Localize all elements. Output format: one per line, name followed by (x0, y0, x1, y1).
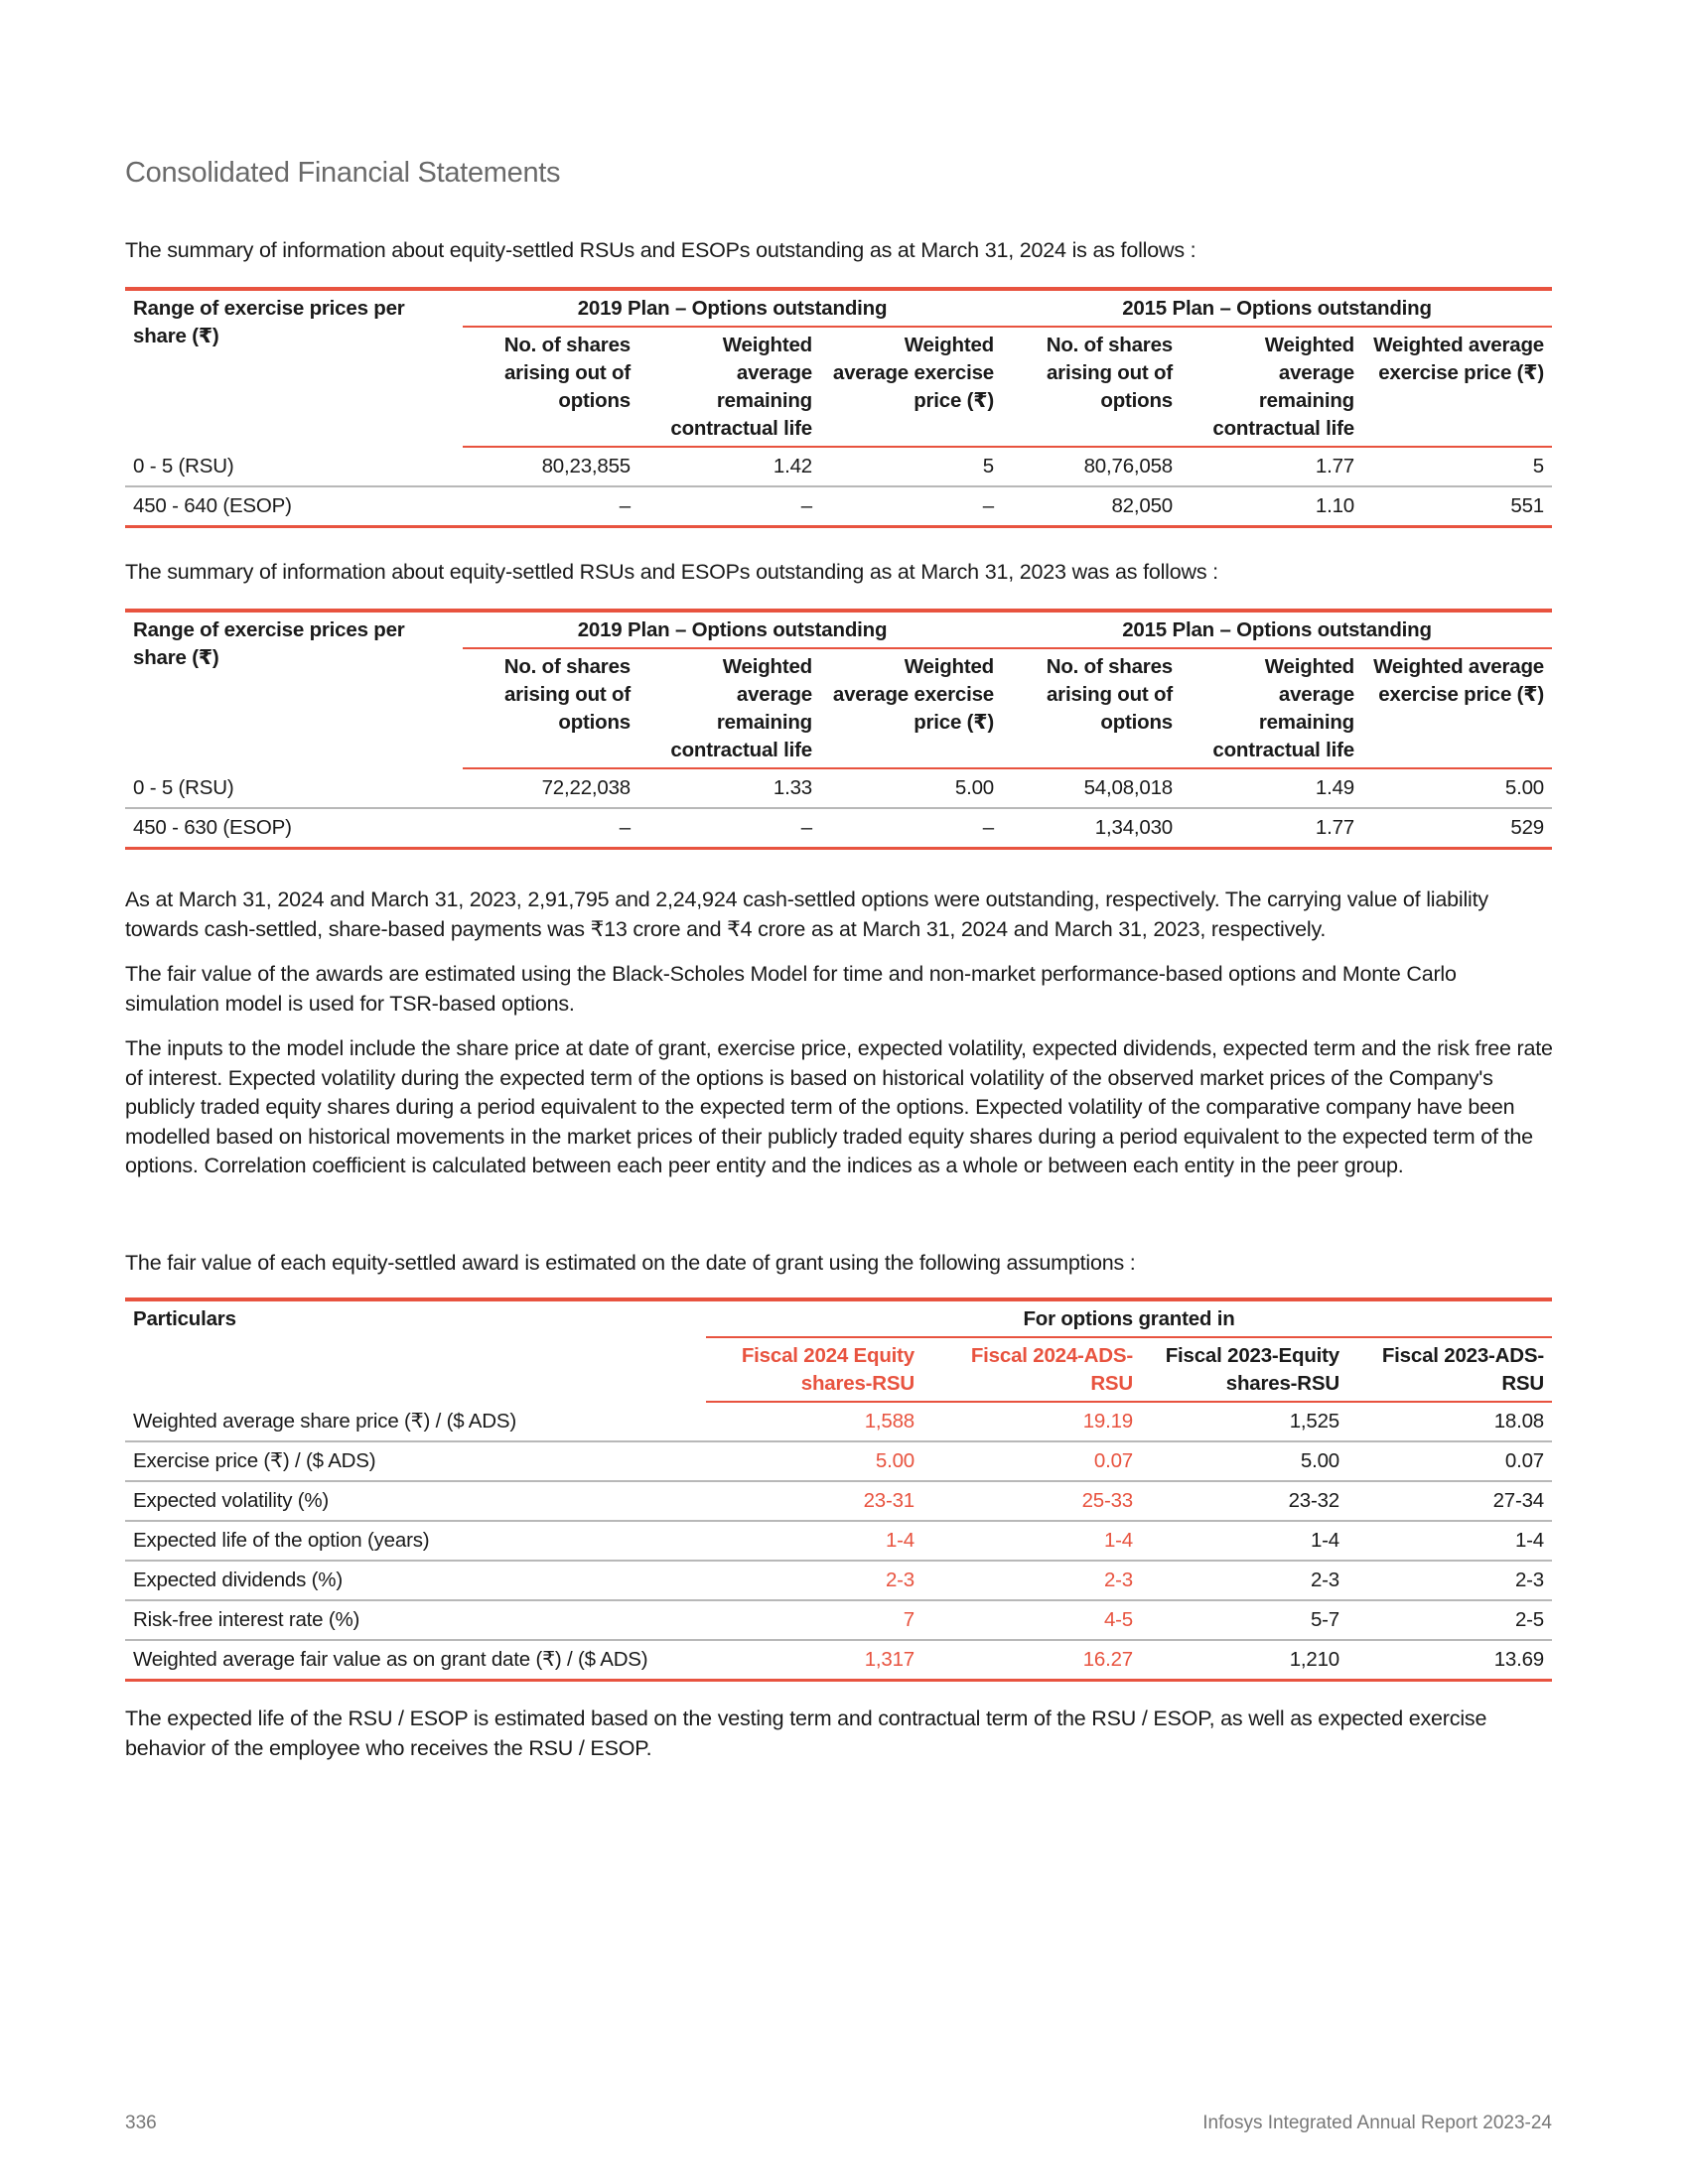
range-header: Range of exercise prices per share (₹) (133, 297, 405, 347)
table-row: 0 - 5 (RSU) 80,23,855 1.42 5 80,76,058 1.77 5 (125, 447, 1552, 486)
paragraph-cash-settled: As at March 31, 2024 and March 31, 2023, 2,91,795 and 2,24,924 cash-settled options were outstanding, respectively. The carrying value of liability towards cash-settled, share-based payments was ₹13 crore and ₹4 crore as at March 31, 2024 and March 31, 2023, respectively. (125, 887, 1488, 941)
options-granted-header: For options granted in (706, 1299, 1552, 1337)
col-price-2019: Weighted average exercise price (₹) (820, 648, 1002, 768)
col-fiscal-2023-equity: Fiscal 2023-Equity shares-RSU (1141, 1337, 1347, 1402)
col-price-2015: Weighted average exercise price (₹) (1362, 327, 1552, 447)
paragraph-model-inputs: The inputs to the model include the share price at date of grant, exercise price, expected volatility, expected dividends, expected term and the risk free rate of interest. Expected volatility during the expected term of the options is based on historical volatility of the observed market prices of the Company's publicly traded equity shares during a period equivalent to the expected term of the options. Expected volatility of the comparative company have been modelled based on historical movements in the market prices of their publicly traded equity shares during a period equivalent to the expected term of the options. Correlation coefficient is calculated between each peer entity and the indices as a whole or between each entity in the peer group. (125, 1036, 1553, 1177)
table-row: Risk-free interest rate (%) 7 4-5 5-7 2-5 (125, 1600, 1552, 1640)
col-shares-2019: No. of shares arising out of options (463, 327, 638, 447)
table-row: Expected dividends (%) 2-3 2-3 2-3 2-3 (125, 1561, 1552, 1600)
col-life-2015: Weighted average remaining contractual life (1181, 327, 1362, 447)
table-row: Expected volatility (%) 23-31 25-33 23-32 27-34 (125, 1481, 1552, 1521)
particulars-header: Particulars (133, 1307, 236, 1330)
paragraph-fair-value-model: The fair value of the awards are estimated using the Black-Scholes Model for time and non-market performance-based options and Monte Carlo simulation model is used for TSR-based options. (125, 962, 1457, 1016)
group-2015-header: 2015 Plan – Options outstanding (1002, 611, 1552, 648)
col-price-2019: Weighted average exercise price (₹) (820, 327, 1002, 447)
group-2015-header: 2015 Plan – Options outstanding (1002, 289, 1552, 327)
page-number: 336 (125, 2113, 157, 2133)
col-shares-2015: No. of shares arising out of options (1002, 648, 1181, 768)
table-row: 450 - 640 (ESOP) – – – 82,050 1.10 551 (133, 494, 1544, 517)
table-row: 450 - 630 (ESOP) – – – 1,34,030 1.77 529 (133, 816, 1544, 839)
col-life-2015: Weighted average remaining contractual life (1181, 648, 1362, 768)
group-2019-header: 2019 Plan – Options outstanding (463, 289, 1002, 327)
table-2023-intro: The summary of information about equity-settled RSUs and ESOPs outstanding as at March 31, 2023 was as follows : (125, 560, 1218, 584)
col-fiscal-2024-ads: Fiscal 2024-ADS-RSU (922, 1337, 1141, 1402)
range-header: Range of exercise prices per share (₹) (133, 618, 405, 669)
group-2019-header: 2019 Plan – Options outstanding (463, 611, 1002, 648)
table-row: 0 - 5 (RSU) 72,22,038 1.33 5.00 54,08,018 1.49 5.00 (125, 768, 1552, 808)
page-title: Consolidated Financial Statements (125, 157, 561, 189)
report-title-footer: Infosys Integrated Annual Report 2023-24 (1202, 2113, 1552, 2133)
table-2024-intro: The summary of information about equity-settled RSUs and ESOPs outstanding as at March 31, 2024 is as follows : (125, 238, 1196, 262)
table-row: Expected life of the option (years) 1-4 1-4 1-4 1-4 (125, 1521, 1552, 1561)
col-life-2019: Weighted average remaining contractual life (638, 327, 820, 447)
table-row: Weighted average share price (₹) / ($ ADS) 1,588 19.19 1,525 18.08 (125, 1402, 1552, 1441)
assumptions-table (125, 1297, 1552, 1682)
table-row: Exercise price (₹) / ($ ADS) 5.00 0.07 5.00 0.07 (125, 1441, 1552, 1481)
paragraph-assumptions-intro: The fair value of each equity-settled award is estimated on the date of grant using the following assumptions : (125, 1251, 1136, 1275)
outstanding-2023-table (125, 609, 1552, 850)
table-row: Weighted average fair value as on grant date (₹) / ($ ADS) 1,317 16.27 1,210 13.69 (133, 1648, 1544, 1671)
col-shares-2019: No. of shares arising out of options (463, 648, 638, 768)
col-life-2019: Weighted average remaining contractual life (638, 648, 820, 768)
col-fiscal-2024-equity: Fiscal 2024 Equity shares-RSU (706, 1337, 922, 1402)
col-price-2015: Weighted average exercise price (₹) (1362, 648, 1552, 768)
outstanding-2024-table (125, 287, 1552, 528)
paragraph-expected-life: The expected life of the RSU / ESOP is estimated based on the vesting term and contractual term of the RSU / ESOP, as well as expected exercise behavior of the employee who receives the RSU / ESOP. (125, 1706, 1487, 1760)
col-fiscal-2023-ads: Fiscal 2023-ADS-RSU (1347, 1337, 1552, 1402)
col-shares-2015: No. of shares arising out of options (1002, 327, 1181, 447)
